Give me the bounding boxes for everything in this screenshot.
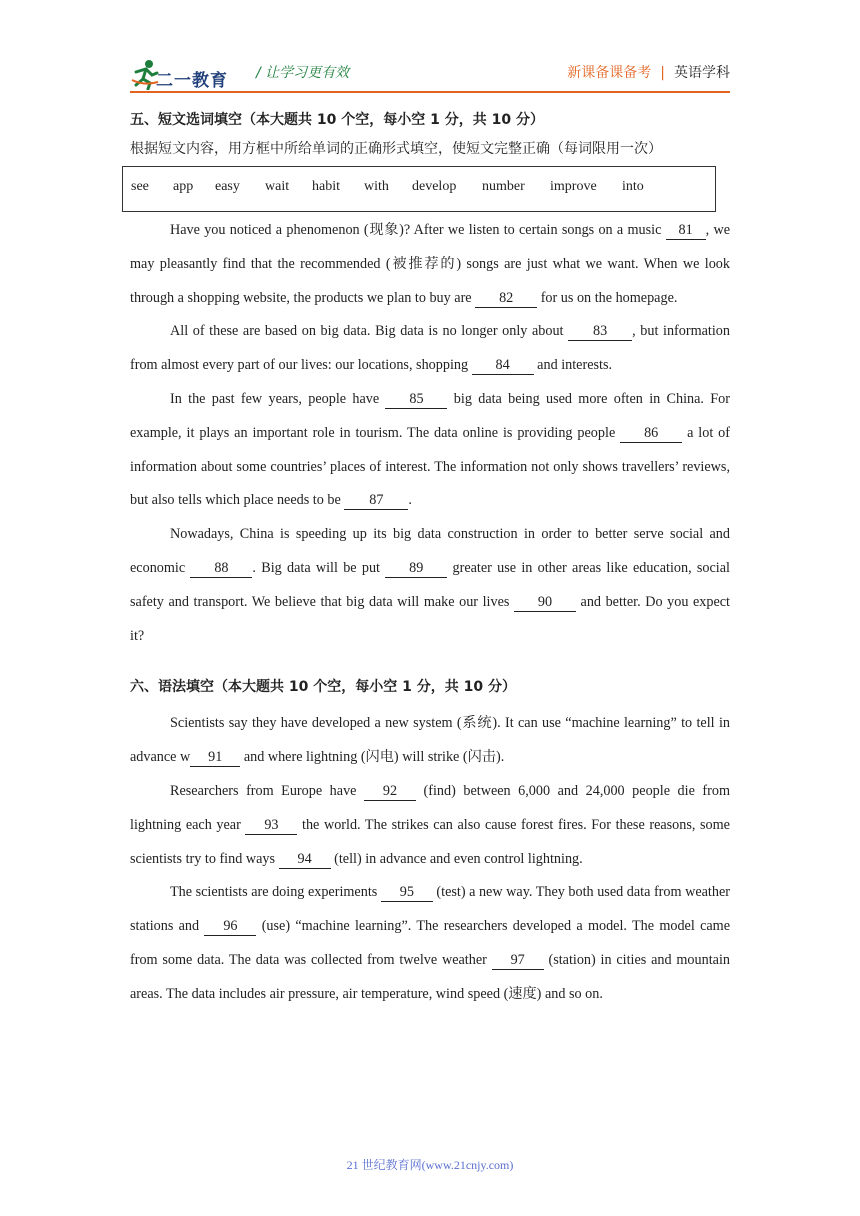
paragraph-text: a lot of information about some countries’ places of interest. The information not only shows travellers’ reviews, but also tells which place needs to be — [130, 424, 730, 509]
blank-95: 95 — [381, 883, 433, 902]
blank-89: 89 — [385, 559, 447, 578]
paragraph-text: The scientists are doing experiments — [170, 884, 381, 901]
word-item: develop — [412, 179, 457, 194]
section6-paragraph-2 — [130, 775, 730, 876]
paragraph-text: All of these are based on big data. Big data is no longer only about — [170, 323, 569, 340]
blank-86: 86 — [620, 424, 682, 443]
blank-92: 92 — [364, 782, 416, 801]
document-body — [130, 108, 730, 1012]
blank-84: 84 — [472, 356, 534, 375]
paragraph-text: , but information from almost every part of our lives: our locations, shopping — [130, 323, 730, 374]
paragraph-text: (test) a new way. They both used data from weather stations and — [130, 884, 730, 935]
paragraph-text: big data being used more often in China. For example, it plays an important role in tourism. The data online is providing people — [130, 390, 730, 441]
word-item: with — [364, 179, 389, 194]
section5-paragraph-4 — [130, 518, 730, 653]
blank-82: 82 — [475, 289, 537, 308]
blank-88: 88 — [190, 559, 252, 578]
blank-90: 90 — [514, 593, 576, 612]
paragraph-text: the world. The strikes can also cause forest fires. For these reasons, some scientists try to find ways — [130, 816, 730, 867]
section6-paragraph-1 — [130, 707, 730, 775]
subject-label: 英语学科 — [674, 65, 730, 81]
paragraph-text: greater use in other areas like education, social safety and transport. We believe that big data will make our lives — [130, 559, 730, 610]
logo-text: 二一教育 — [156, 71, 228, 91]
paragraph-text: for us on the homepage. — [537, 289, 678, 306]
blank-83: 83 — [568, 322, 632, 341]
paragraph-text: (tell) in advance and even control lightning. — [330, 850, 583, 867]
word-item: into — [622, 179, 644, 194]
section5-paragraph-1 — [130, 214, 730, 315]
paragraph-text: . — [408, 492, 412, 509]
paragraph-text: and where lightning (闪电) will strike (闪击). — [240, 749, 505, 766]
section5-instruction: 根据短文内容，用方框中所给单词的正确形式填空，使短文完整正确（每词限用一次） — [130, 141, 662, 157]
paragraph-text: and better. Do you expect it? — [130, 593, 730, 644]
section5-title: 五、短文选词填空（本大题共 10 个空，每小空 1 分，共 10 分） — [130, 112, 544, 128]
section6-title: 六、语法填空（本大题共 10 个空，每小空 1 分，共 10 分） — [130, 679, 516, 696]
blank-94: 94 — [279, 850, 331, 869]
paragraph-text: (find) between 6,000 and 24,000 people die from lightning each year — [130, 782, 730, 833]
paragraph-text: . Big data will be put — [252, 559, 386, 576]
paragraph-text: , we may pleasantly find that the recommended (被推荐的) songs are just what we want. When we look through a shopping website, the products we plan to buy are — [130, 222, 730, 306]
paragraph-text: Have you noticed a phenomenon (现象)? After we listen to certain songs on a music — [170, 222, 666, 238]
word-box — [122, 166, 716, 212]
word-item: easy — [215, 179, 240, 194]
section5-paragraph-3 — [130, 383, 730, 518]
blank-85: 85 — [385, 390, 447, 409]
paragraph-text: (use) “machine learning”. The researchers developed a model. The model came from some data. The data was collected from twelve weather — [130, 918, 731, 968]
header-right — [567, 62, 730, 82]
logo — [130, 58, 248, 90]
word-item: habit — [312, 179, 340, 194]
blank-81: 81 — [666, 221, 706, 240]
blank-91: 91 — [190, 748, 240, 767]
paragraph-text: Researchers from Europe have — [170, 782, 364, 799]
page-footer: 21 世纪教育网(www.21cnjy.com) — [346, 1158, 514, 1172]
word-item: number — [482, 179, 525, 194]
section6-paragraph-3 — [130, 876, 730, 1011]
slogan: / 让学习更有效 — [256, 65, 350, 81]
blank-97: 97 — [492, 951, 544, 970]
blank-93: 93 — [245, 816, 297, 835]
paragraph-text: Scientists say they have developed a new system (系统). It can use “machine learning” to tell in advance w — [130, 715, 730, 766]
word-item: see — [131, 179, 149, 194]
paragraph-text: Nowadays, China is speeding up its big data construction in order to better serve social and economic — [130, 526, 730, 576]
blank-96: 96 — [204, 917, 256, 936]
word-item: wait — [265, 179, 290, 194]
paragraph-text: and interests. — [533, 357, 613, 374]
word-item: app — [173, 179, 194, 194]
paragraph-text: In the past few years, people have — [170, 390, 386, 407]
section5-paragraph-2 — [130, 315, 730, 383]
course-label: 新课备课备考 — [567, 65, 652, 81]
header-divider — [130, 91, 730, 93]
paragraph-text: (station) in cities and mountain areas. The data includes air pressure, air temperature, wind speed (速度) and so on. — [130, 951, 730, 1002]
blank-87: 87 — [344, 491, 408, 510]
page-header — [130, 52, 730, 92]
word-item: improve — [550, 179, 597, 194]
header-separator: | — [660, 65, 665, 81]
